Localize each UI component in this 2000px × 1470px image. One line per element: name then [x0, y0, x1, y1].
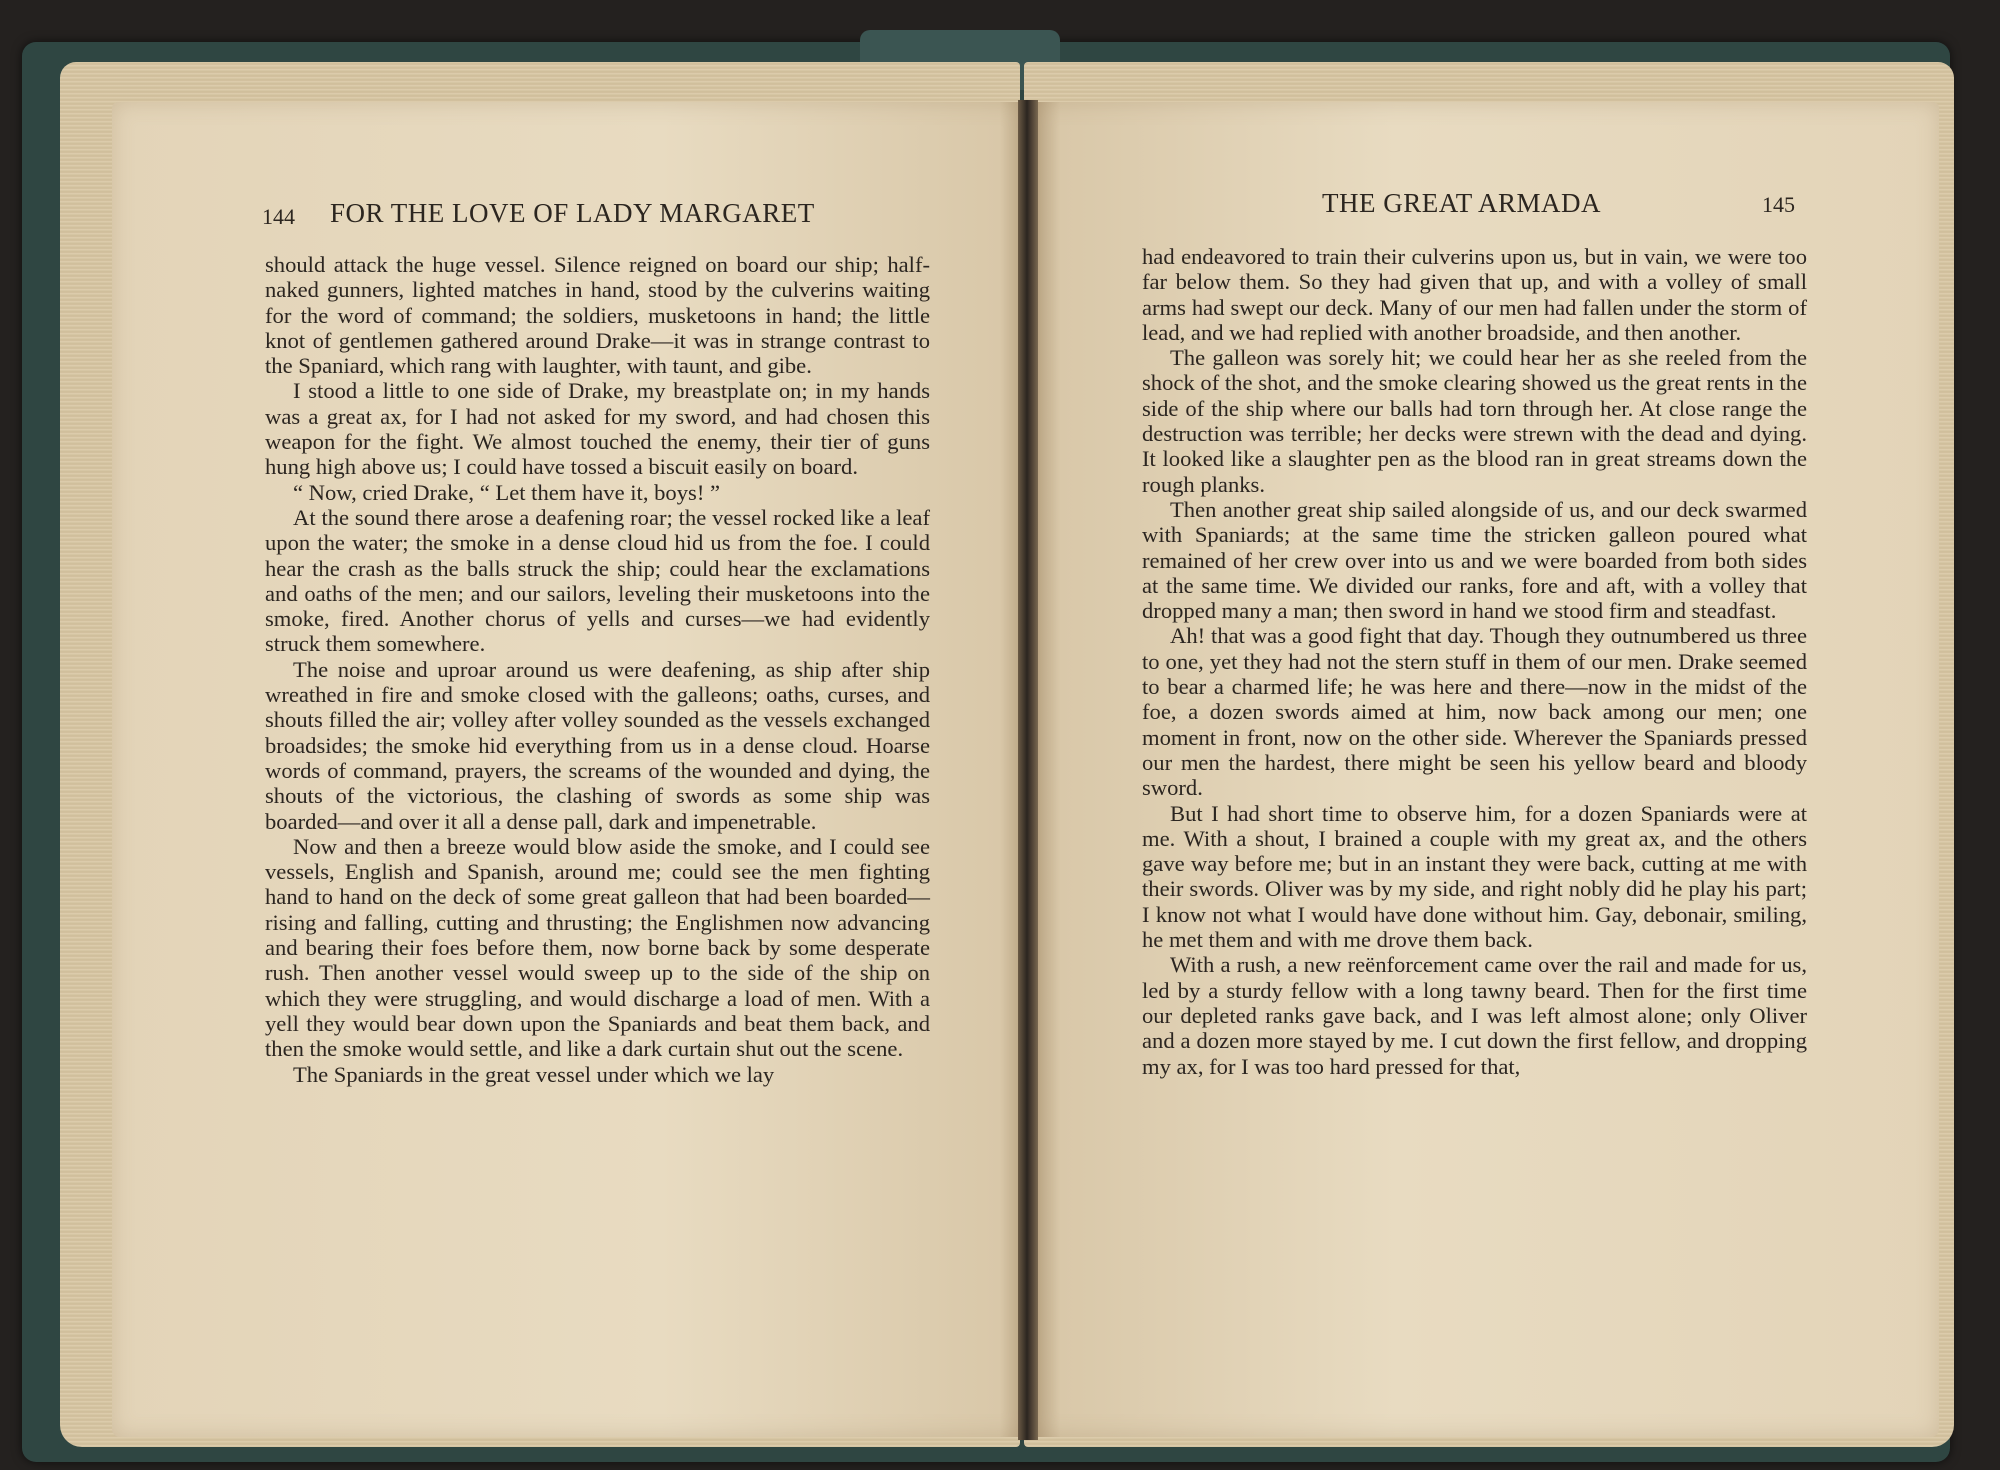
right-running-head: THE GREAT ARMADA — [1322, 188, 1602, 218]
paragraph: At the sound there arose a deafening roar; the vessel rocked like a leaf upon the water; the smoke in a dense cloud hid us from the foe. I could hear the crash as the balls struck the ship; could hear the exclamations and oaths of the men; and our sailors, leveling their musketoons into the smoke, fired. Another chorus of yells and curses—we had evidently struck them somewhere. — [265, 504, 930, 657]
paragraph: With a rush, a new reënforcement came over the rail and made for us, led by a sturdy fellow with a long tawny beard. Then for the first time our depleted ranks gave back, and I was left almost alone; only Oliver and a dozen more stayed by me. I cut down the first fellow, and dropping my ax, for I was too hard pressed for that, — [1142, 952, 1807, 1079]
paragraph: “ Now, cried Drake, “ Let them have it, boys! ” — [293, 479, 721, 505]
paragraph: Then another great ship sailed alongside of us, and our deck swarmed with Spaniards; at the same time the stricken galleon poured what remained of her crew over into us and we were boarded from both sides at the same time. We divided our ranks, fore and aft, with a volley that dropped many a man; then sword in hand we stood firm and steadfast. — [1142, 496, 1807, 624]
paragraph: But I had short time to observe him, for a dozen Spaniards were at me. With a shout, I brained a couple with my great ax, and the others gave way before me; but in an instant they were back, cutting at me with their swords. Oliver was by my side, and right nobly did he play his part; I know not what I would have done without him. Gay, debonair, smiling, he met them and with me drove them back. — [1142, 800, 1807, 953]
paragraph: had endeavored to train their culverins upon us, but in vain, we were too far below them. So they had given that up, and with a volley of small arms had swept our deck. Many of our men had fallen under the storm of lead, and we had replied with another broadside, and then another. — [1142, 244, 1807, 345]
paragraph: Ah! that was a good fight that day. Though they outnumbered us three to one, yet they had not the stern stuff in them of our men. Drake seemed to bear a charmed life; he was here and there—now in the midst of the foe, a dozen swords aimed at him, now back among our men; one moment in front, now on the other side. Wherever the Spaniards pressed our men the hardest, there might be seen his yellow beard and bloody sword. — [1142, 623, 1807, 801]
book-gutter — [1018, 100, 1038, 1440]
left-page-text — [265, 252, 930, 1087]
paragraph: The noise and uproar around us were deafening, as ship after ship wreathed in fire and smoke closed with the galleons; oaths, curses, and shouts filled the air; volley after volley sounded as the vessels exchanged broadsides; the smoke hid everything from us in a dense cloud. Hoarse words of command, prayers, the screams of the wounded and dying, the shouts of the victorious, the clashing of swords as some ship was boarded—and over it all a dense pall, dark and impenetrable. — [265, 656, 930, 834]
paragraph: I stood a little to one side of Drake, my breastplate on; in my hands was a great ax, for I had not asked for my sword, and had chosen this weapon for the fight. We almost touched the enemy, their tier of guns hung high above us; I could have tossed a biscuit easily on board. — [265, 378, 930, 480]
paragraph: The galleon was sorely hit; we could hear her as she reeled from the shock of the shot, and the smoke clearing showed us the great rents in the side of the ship where our balls had torn through her. At close range the destruction was terrible; her decks were strewn with the dead and dying. It looked like a slaughter pen as the blood ran in great streams down the rough planks. — [1142, 345, 1807, 497]
paragraph: Now and then a breeze would blow aside the smoke, and I could see vessels, English and Spanish, around me; could see the men fighting hand to hand on the deck of some great galleon that had been boarded—rising and falling, cutting and thrusting; the Englishmen now advancing and bearing their foes before them, now borne back by some desperate rush. Then another vessel would sweep up to the side of the ship on which they were struggling, and would discharge a load of men. With a yell they would bear down upon the Spaniards and beat them back, and then the smoke would settle, and like a dark curtain shut out the scene. — [265, 833, 930, 1062]
left-page-number: 144 — [262, 204, 295, 229]
left-running-head: FOR THE LOVE OF LADY MARGARET — [330, 198, 815, 228]
paragraph: The Spaniards in the great vessel under which we lay — [293, 1061, 775, 1087]
paragraph: should attack the huge vessel. Silence reigned on board our ship; half-naked gunners, lighted matches in hand, stood by the culverins waiting for the word of command; the soldiers, musketoons in hand; the little knot of gentlemen gathered around Drake—it was in strange contrast to the Spaniard, which rang with laughter, with taunt, and gibe. — [265, 252, 930, 379]
right-page-text — [1142, 244, 1807, 1079]
right-page-number: 145 — [1762, 192, 1795, 217]
